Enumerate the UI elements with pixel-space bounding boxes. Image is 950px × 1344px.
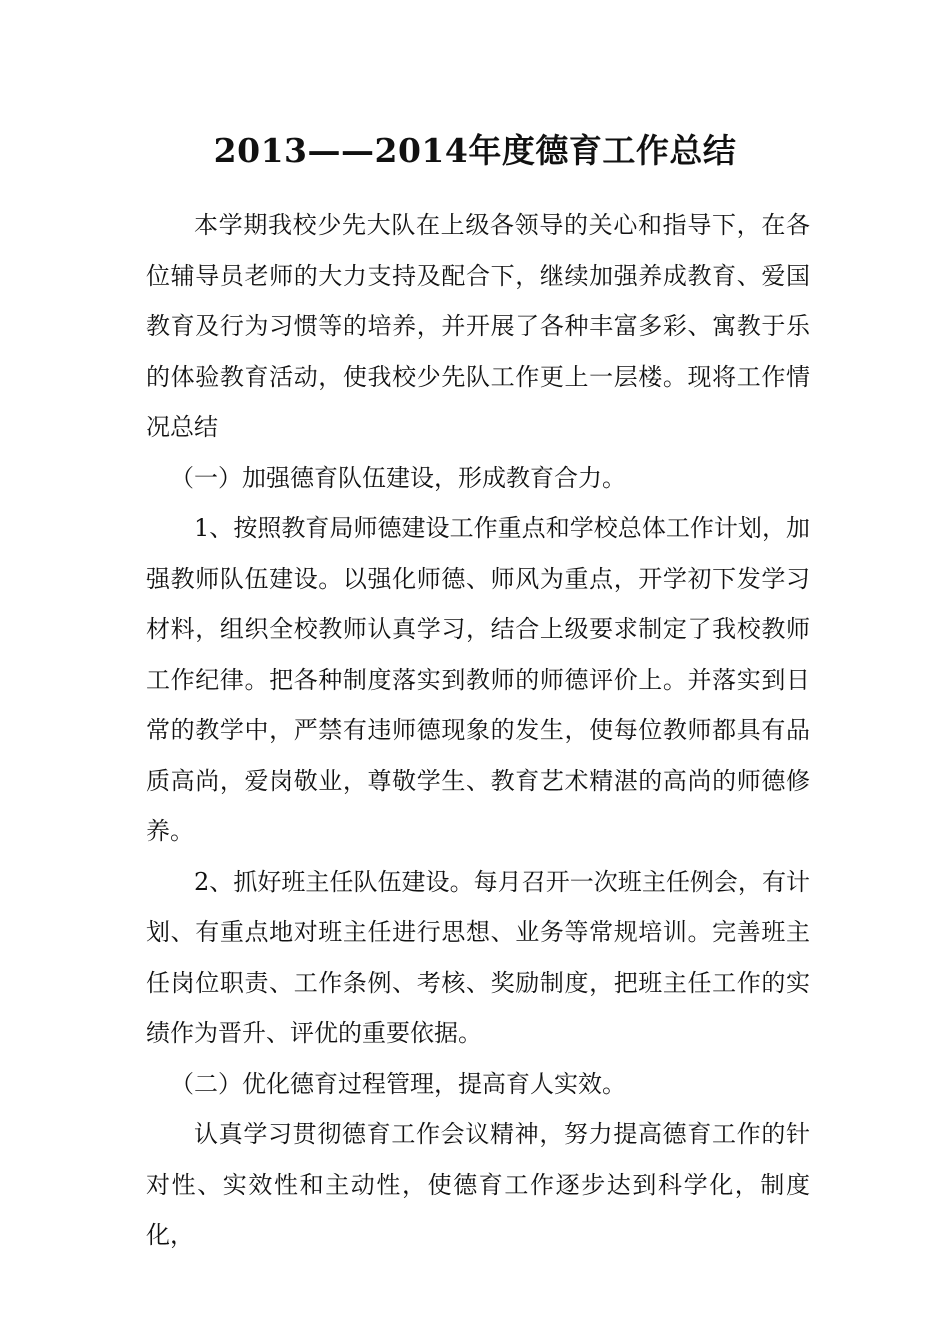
intro-paragraph: 本学期我校少先大队在上级各领导的关心和指导下，在各位辅导员老师的大力支持及配合下，继续加强养成教育、爱国教育及行为习惯等的培养，并开展了各种丰富多彩、寓教于乐的体验教育活动，使我校少先队工作更上一层楼。现将工作情况总结 <box>146 211 810 441</box>
document-title: 2013——2014年度德育工作总结 <box>213 131 737 170</box>
item-paragraph-2: 2、抓好班主任队伍建设。每月召开一次班主任例会，有计划、有重点地对班主任进行思想、业务等常规培训。完善班主任岗位职责、工作条例、考核、奖励制度，把班主任工作的实绩作为晋升、评优的重要依据。 <box>146 867 810 1047</box>
section-2-paragraph: 认真学习贯彻德育工作会议精神，努力提高德育工作的针对性、实效性和主动性，使德育工作逐步达到科学化，制度化， <box>146 1120 810 1249</box>
document-body <box>146 200 810 1261</box>
section-heading-1: （一）加强德育队伍建设，形成教育合力。 <box>170 463 626 492</box>
section-heading-2: （二）优化德育过程管理，提高育人实效。 <box>170 1069 626 1098</box>
item-paragraph-1: 1、按照教育局师德建设工作重点和学校总体工作计划，加强教师队伍建设。以强化师德、师风为重点，开学初下发学习材料，组织全校教师认真学习，结合上级要求制定了我校教师工作纪律。把各种制度落实到教师的师德评价上。并落实到日常的教学中，严禁有违师德现象的发生，使每位教师都具有品质高尚，爱岗敬业，尊敬学生、教育艺术精湛的高尚的师德修养。 <box>146 514 810 845</box>
